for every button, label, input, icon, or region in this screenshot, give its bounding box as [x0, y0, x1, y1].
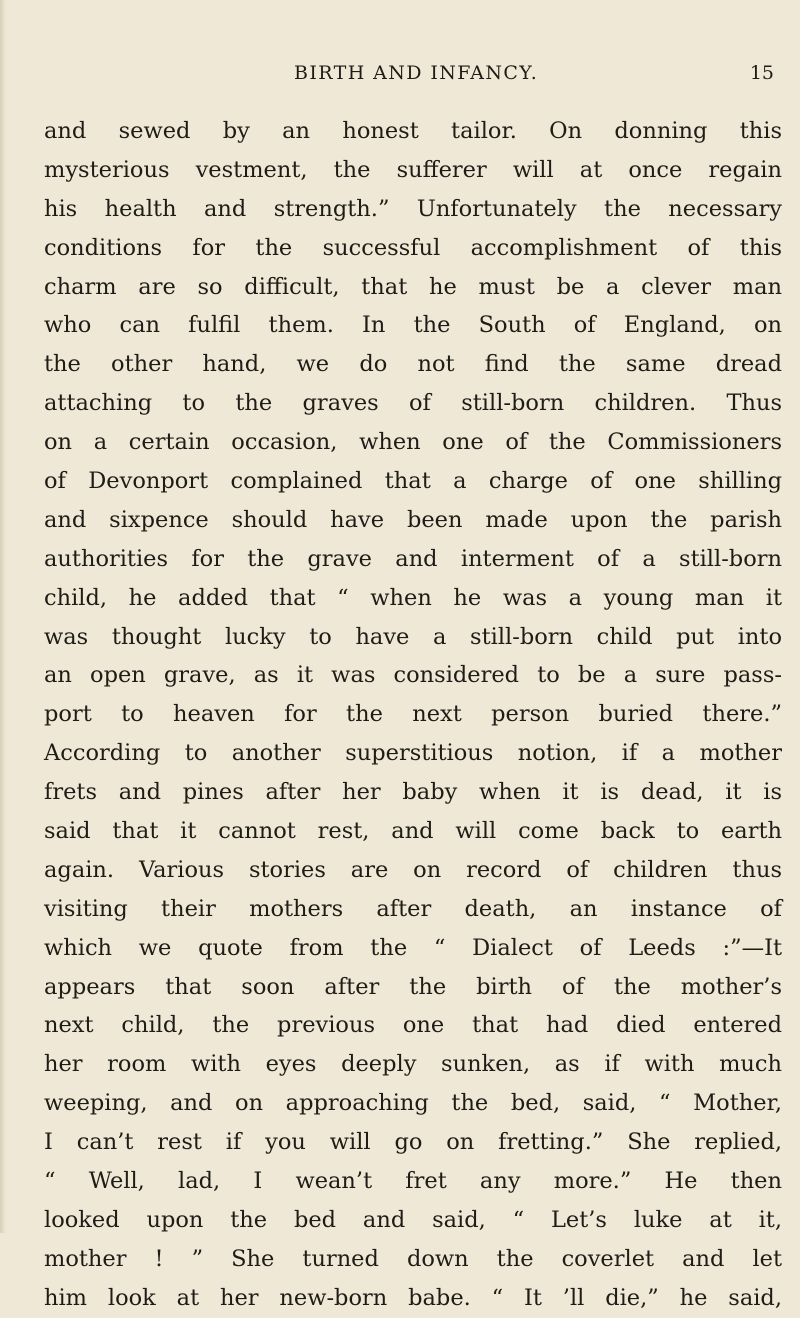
text-line: and sixpence should have been made upon the parish [44, 506, 782, 533]
text-line: visiting their mothers after death, an instance of [44, 895, 782, 922]
body-text [44, 112, 782, 1318]
text-line: who can fulfil them. In the South of England, on [44, 312, 782, 339]
page-edge-shadow [0, 0, 6, 1233]
text-line: again. Various stories are on record of children thus [44, 856, 782, 883]
text-line: frets and pines after her baby when it is dead, it is [44, 779, 782, 806]
text-line: on a certain occasion, when one of the Commissioners [44, 429, 782, 456]
text-line: him look at her new-born babe. “ It ’ll die,” he said, [44, 1284, 782, 1311]
text-line: attaching to the graves of still-born children. Thus [44, 390, 782, 417]
text-line: looked upon the bed and said, “ Let’s luke at it, [44, 1206, 782, 1233]
text-line: authorities for the grave and interment of a still-born [44, 545, 782, 572]
text-line: I can’t rest if you will go on fretting.” She replied, [44, 1129, 782, 1156]
text-line: said that it cannot rest, and will come back to earth [44, 818, 782, 845]
text-line: her room with eyes deeply sunken, as if with much [44, 1051, 782, 1078]
text-line: which we quote from the “ Dialect of Leeds :”—It [44, 934, 782, 961]
text-line: mother ! ” She turned down the coverlet and let [44, 1245, 782, 1272]
text-line: “ Well, lad, I wean’t fret any more.” He then [44, 1168, 782, 1195]
text-line: conditions for the successful accomplishment of this [44, 234, 782, 261]
text-line: According to another superstitious notion, if a mother [44, 740, 782, 767]
running-head: BIRTH AND INFANCY. [294, 62, 539, 84]
text-line: an open grave, as it was considered to be a sure pass- [44, 662, 782, 689]
page-header [44, 62, 782, 92]
text-line: of Devonport complained that a charge of one shilling [44, 468, 782, 495]
text-line: the other hand, we do not find the same dread [44, 351, 782, 378]
text-line: mysterious vestment, the sufferer will at once regain [44, 156, 782, 183]
text-line: and sewed by an honest tailor. On donning this [44, 118, 782, 144]
text-line: weeping, and on approaching the bed, said, “ Mother, [44, 1090, 782, 1117]
page-number: 15 [749, 62, 774, 84]
text-line: next child, the previous one that had died entered [44, 1012, 782, 1039]
text-line: was thought lucky to have a still-born child put into [44, 623, 782, 650]
text-line: his health and strength.” Unfortunately the necessary [44, 195, 782, 222]
text-line: appears that soon after the birth of the mother’s [44, 973, 782, 1000]
text-line: port to heaven for the next person buried there.” [44, 701, 782, 728]
text-line: charm are so difficult, that he must be a clever man [44, 273, 782, 300]
text-line: child, he added that “ when he was a young man it [44, 584, 782, 611]
